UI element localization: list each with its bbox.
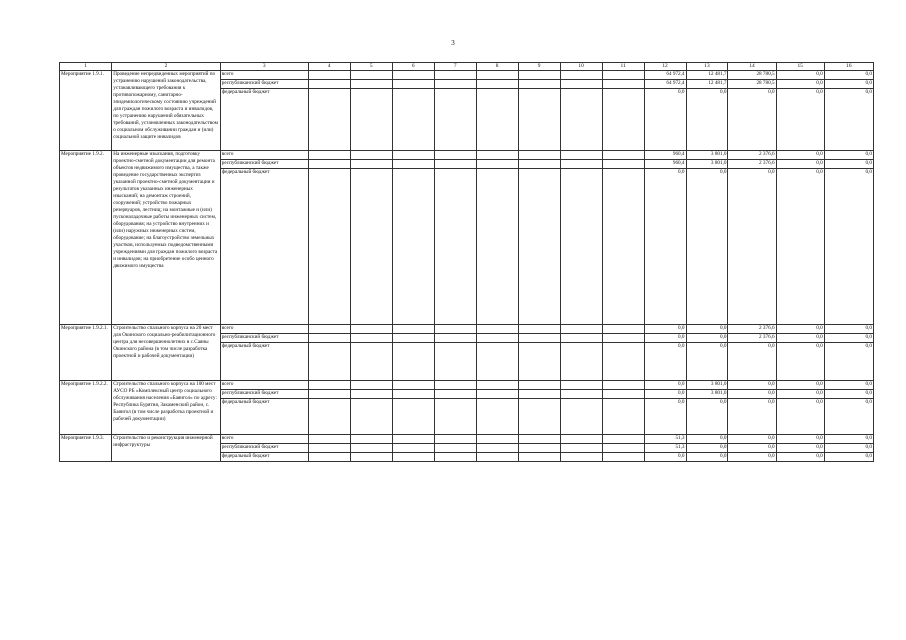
amount-cell: 0,0 xyxy=(686,435,728,444)
amount-cell: 0,0 xyxy=(644,169,686,325)
amount-cell: 0,0 xyxy=(824,151,873,160)
amount-cell: 3 801,0 xyxy=(686,390,728,399)
empty-cell xyxy=(434,71,476,80)
col-header: 15 xyxy=(776,63,824,71)
empty-cell xyxy=(392,71,434,80)
empty-cell xyxy=(350,381,392,390)
empty-cell xyxy=(602,399,644,435)
empty-cell xyxy=(392,325,434,334)
col-header: 8 xyxy=(476,63,518,71)
empty-cell xyxy=(434,381,476,390)
empty-cell xyxy=(476,381,518,390)
col-header: 1 xyxy=(60,63,112,71)
amount-cell: 0,0 xyxy=(728,399,776,435)
amount-cell: 64 972,4 xyxy=(644,71,686,80)
amount-cell: 0,0 xyxy=(824,381,873,390)
empty-cell xyxy=(350,444,392,453)
amount-cell: 12 481,7 xyxy=(686,71,728,80)
funding-source: федеральный бюджет xyxy=(220,169,308,325)
amount-cell: 3 801,0 xyxy=(686,151,728,160)
empty-cell xyxy=(518,435,560,444)
table-row xyxy=(60,71,874,80)
empty-cell xyxy=(518,151,560,160)
funding-source: федеральный бюджет xyxy=(220,89,308,151)
empty-cell xyxy=(350,71,392,80)
funding-source: федеральный бюджет xyxy=(220,453,308,462)
empty-cell xyxy=(434,390,476,399)
empty-cell xyxy=(560,325,602,334)
col-header: 16 xyxy=(824,63,873,71)
empty-cell xyxy=(350,390,392,399)
empty-cell xyxy=(476,435,518,444)
empty-cell xyxy=(476,334,518,343)
amount-cell: 0,0 xyxy=(776,160,824,169)
empty-cell xyxy=(476,444,518,453)
empty-cell xyxy=(560,160,602,169)
empty-cell xyxy=(392,435,434,444)
empty-cell xyxy=(602,381,644,390)
empty-cell xyxy=(476,89,518,151)
measure-code: Мероприятие 1.9.2.2. xyxy=(60,381,112,435)
funding-source: республиканский бюджет xyxy=(220,160,308,169)
empty-cell xyxy=(560,343,602,381)
empty-cell xyxy=(560,390,602,399)
empty-cell xyxy=(602,169,644,325)
budget-table xyxy=(59,62,874,462)
col-header: 7 xyxy=(434,63,476,71)
empty-cell xyxy=(602,89,644,151)
empty-cell xyxy=(560,399,602,435)
empty-cell xyxy=(476,325,518,334)
empty-cell xyxy=(560,444,602,453)
empty-cell xyxy=(518,343,560,381)
col-header: 11 xyxy=(602,63,644,71)
empty-cell xyxy=(518,169,560,325)
funding-source: республиканский бюджет xyxy=(220,334,308,343)
amount-cell: 960,4 xyxy=(644,160,686,169)
table-row xyxy=(60,151,874,160)
amount-cell: 3 801,0 xyxy=(686,381,728,390)
amount-cell: 0,0 xyxy=(686,334,728,343)
funding-source: всего xyxy=(220,71,308,80)
empty-cell xyxy=(434,151,476,160)
empty-cell xyxy=(518,381,560,390)
empty-cell xyxy=(518,390,560,399)
empty-cell xyxy=(476,390,518,399)
col-header: 10 xyxy=(560,63,602,71)
empty-cell xyxy=(308,453,350,462)
empty-cell xyxy=(518,325,560,334)
amount-cell: 0,0 xyxy=(824,89,873,151)
col-header: 3 xyxy=(220,63,308,71)
measure-code: Мероприятие 1.9.2. xyxy=(60,151,112,325)
funding-source: федеральный бюджет xyxy=(220,399,308,435)
empty-cell xyxy=(350,334,392,343)
empty-cell xyxy=(392,334,434,343)
empty-cell xyxy=(392,169,434,325)
empty-cell xyxy=(434,334,476,343)
amount-cell: 0,0 xyxy=(824,390,873,399)
amount-cell: 0,0 xyxy=(824,444,873,453)
amount-cell: 2 376,6 xyxy=(728,151,776,160)
empty-cell xyxy=(518,160,560,169)
empty-cell xyxy=(602,334,644,343)
amount-cell: 0,0 xyxy=(776,151,824,160)
amount-cell: 0,0 xyxy=(728,435,776,444)
amount-cell: 28 780,5 xyxy=(728,80,776,89)
empty-cell xyxy=(434,169,476,325)
empty-cell xyxy=(350,399,392,435)
empty-cell xyxy=(518,334,560,343)
amount-cell: 0,0 xyxy=(824,169,873,325)
funding-source: всего xyxy=(220,435,308,444)
amount-cell: 0,0 xyxy=(824,80,873,89)
amount-cell: 2 376,6 xyxy=(728,160,776,169)
measure-name: Строительство спального корпуса на 100 мест АУСО РБ «Комплексный центр социального обслуживания населения «Баянгол» по адресу: Республика Бурятия, Закаменский район, с. Баянгол (в том числе разработка проектной и рабочей документации) xyxy=(112,381,221,435)
empty-cell xyxy=(476,169,518,325)
amount-cell: 0,0 xyxy=(644,381,686,390)
empty-cell xyxy=(602,80,644,89)
amount-cell: 0,0 xyxy=(776,71,824,80)
empty-cell xyxy=(392,453,434,462)
empty-cell xyxy=(602,435,644,444)
empty-cell xyxy=(602,390,644,399)
funding-source: федеральный бюджет xyxy=(220,343,308,381)
empty-cell xyxy=(476,160,518,169)
amount-cell: 0,0 xyxy=(776,334,824,343)
empty-cell xyxy=(392,160,434,169)
amount-cell: 0,0 xyxy=(644,343,686,381)
amount-cell: 0,0 xyxy=(776,390,824,399)
empty-cell xyxy=(350,325,392,334)
amount-cell: 0,0 xyxy=(686,169,728,325)
amount-cell: 0,0 xyxy=(644,89,686,151)
empty-cell xyxy=(476,151,518,160)
empty-cell xyxy=(308,399,350,435)
col-header: 5 xyxy=(350,63,392,71)
empty-cell xyxy=(392,444,434,453)
empty-cell xyxy=(602,444,644,453)
amount-cell: 0,0 xyxy=(728,169,776,325)
col-header: 13 xyxy=(686,63,728,71)
amount-cell: 0,0 xyxy=(824,160,873,169)
empty-cell xyxy=(434,399,476,435)
empty-cell xyxy=(308,343,350,381)
amount-cell: 0,0 xyxy=(824,435,873,444)
col-header: 9 xyxy=(518,63,560,71)
amount-cell: 64 972,4 xyxy=(644,80,686,89)
empty-cell xyxy=(308,435,350,444)
amount-cell: 0,0 xyxy=(776,444,824,453)
empty-cell xyxy=(602,343,644,381)
empty-cell xyxy=(308,334,350,343)
amount-cell: 0,0 xyxy=(776,399,824,435)
col-header: 12 xyxy=(644,63,686,71)
empty-cell xyxy=(560,381,602,390)
empty-cell xyxy=(434,444,476,453)
amount-cell: 0,0 xyxy=(728,444,776,453)
empty-cell xyxy=(518,71,560,80)
empty-cell xyxy=(602,453,644,462)
empty-cell xyxy=(518,89,560,151)
amount-cell: 0,0 xyxy=(776,80,824,89)
amount-cell: 12 481,7 xyxy=(686,80,728,89)
measure-code: Мероприятие 1.9.3. xyxy=(60,435,112,462)
amount-cell: 0,0 xyxy=(728,390,776,399)
empty-cell xyxy=(434,453,476,462)
page-number: 3 xyxy=(451,39,455,47)
empty-cell xyxy=(518,80,560,89)
col-header: 2 xyxy=(112,63,221,71)
amount-cell: 51,3 xyxy=(644,435,686,444)
amount-cell: 0,0 xyxy=(776,453,824,462)
amount-cell: 0,0 xyxy=(824,334,873,343)
amount-cell: 0,0 xyxy=(686,453,728,462)
empty-cell xyxy=(476,71,518,80)
empty-cell xyxy=(308,71,350,80)
amount-cell: 0,0 xyxy=(776,343,824,381)
funding-source: республиканский бюджет xyxy=(220,444,308,453)
empty-cell xyxy=(392,343,434,381)
empty-cell xyxy=(308,151,350,160)
funding-source: республиканский бюджет xyxy=(220,390,308,399)
amount-cell: 0,0 xyxy=(728,89,776,151)
measure-code: Мероприятие 1.9.2.1. xyxy=(60,325,112,381)
amount-cell: 0,0 xyxy=(824,453,873,462)
amount-cell: 0,0 xyxy=(776,381,824,390)
amount-cell: 0,0 xyxy=(824,71,873,80)
empty-cell xyxy=(308,169,350,325)
empty-cell xyxy=(560,453,602,462)
empty-cell xyxy=(392,151,434,160)
empty-cell xyxy=(434,80,476,89)
empty-cell xyxy=(350,151,392,160)
measure-name: Строительство и реконструкция инженерной инфраструктуры xyxy=(112,435,221,462)
column-number-row xyxy=(60,63,874,71)
funding-source: всего xyxy=(220,381,308,390)
funding-source: всего xyxy=(220,325,308,334)
empty-cell xyxy=(308,89,350,151)
empty-cell xyxy=(308,390,350,399)
empty-cell xyxy=(308,80,350,89)
empty-cell xyxy=(350,343,392,381)
empty-cell xyxy=(434,435,476,444)
col-header: 4 xyxy=(308,63,350,71)
empty-cell xyxy=(392,399,434,435)
amount-cell: 960,4 xyxy=(644,151,686,160)
measure-name: Строительство спального корпуса на 20 мест для Окинского социально-реабилитационного центра для несовершеннолетних в с.Саяны Окинского района (в том числе разработка проектной и рабочей документации) xyxy=(112,325,221,381)
col-header: 6 xyxy=(392,63,434,71)
empty-cell xyxy=(434,160,476,169)
amount-cell: 0,0 xyxy=(776,89,824,151)
empty-cell xyxy=(350,80,392,89)
amount-cell: 0,0 xyxy=(824,399,873,435)
empty-cell xyxy=(434,343,476,381)
empty-cell xyxy=(392,381,434,390)
empty-cell xyxy=(350,169,392,325)
empty-cell xyxy=(350,435,392,444)
amount-cell: 0,0 xyxy=(644,334,686,343)
measure-name: Проведение непредвиденных мероприятий по устранению нарушений законодательства, устанавливающего требования к противопожарному, санитарно-эпидемиологическому состоянию учреждений для граждан пожилого возраста и инвалидов, по устранению нарушений обязательных требований, установленных законодательством о социальном обслуживании граждан и (или) социальной защите инвалидов xyxy=(112,71,221,151)
amount-cell: 0,0 xyxy=(686,325,728,334)
empty-cell xyxy=(476,80,518,89)
empty-cell xyxy=(392,80,434,89)
measure-name: На инженерные изыскания, подготовку проектно-сметной документации для ремонта объектов недвижимого имущества, а также проведение государственных экспертиз указанной проектно-сметной документации и результатов указанных инженерных изысканий; на демонтаж строений, сооружений; устройство пожарных резервуаров, лестниц; на монтажные и (или) пусконаладочные работы инженерных систем, оборудования; на устройство внутренних и (или) наружных инженерных систем, оборудование; на благоустройство земельных участков, используемых подведомственными учреждениями для граждан пожилого возраста и инвалидов; на приобретение особо ценного движимого имущества xyxy=(112,151,221,325)
empty-cell xyxy=(602,325,644,334)
empty-cell xyxy=(476,343,518,381)
empty-cell xyxy=(308,160,350,169)
empty-cell xyxy=(350,89,392,151)
empty-cell xyxy=(560,80,602,89)
table-row xyxy=(60,325,874,334)
amount-cell: 0,0 xyxy=(686,399,728,435)
empty-cell xyxy=(476,399,518,435)
amount-cell: 0,0 xyxy=(728,343,776,381)
amount-cell: 0,0 xyxy=(686,343,728,381)
amount-cell: 0,0 xyxy=(644,453,686,462)
empty-cell xyxy=(560,89,602,151)
empty-cell xyxy=(518,399,560,435)
empty-cell xyxy=(602,71,644,80)
empty-cell xyxy=(560,71,602,80)
empty-cell xyxy=(560,435,602,444)
amount-cell: 0,0 xyxy=(686,444,728,453)
empty-cell xyxy=(518,444,560,453)
empty-cell xyxy=(602,151,644,160)
empty-cell xyxy=(560,334,602,343)
amount-cell: 0,0 xyxy=(824,343,873,381)
amount-cell: 3 801,0 xyxy=(686,160,728,169)
amount-cell: 0,0 xyxy=(644,399,686,435)
amount-cell: 0,0 xyxy=(776,169,824,325)
amount-cell: 0,0 xyxy=(728,453,776,462)
empty-cell xyxy=(308,325,350,334)
amount-cell: 28 780,5 xyxy=(728,71,776,80)
amount-cell: 0,0 xyxy=(686,89,728,151)
empty-cell xyxy=(308,381,350,390)
amount-cell: 0,0 xyxy=(776,325,824,334)
amount-cell: 0,0 xyxy=(644,390,686,399)
amount-cell: 2 376,6 xyxy=(728,334,776,343)
amount-cell: 0,0 xyxy=(776,435,824,444)
empty-cell xyxy=(560,151,602,160)
empty-cell xyxy=(392,390,434,399)
col-header: 14 xyxy=(728,63,776,71)
funding-source: республиканский бюджет xyxy=(220,80,308,89)
empty-cell xyxy=(476,453,518,462)
funding-source: всего xyxy=(220,151,308,160)
amount-cell: 2 376,6 xyxy=(728,325,776,334)
table-row xyxy=(60,381,874,390)
amount-cell: 0,0 xyxy=(644,325,686,334)
table-row xyxy=(60,435,874,444)
empty-cell xyxy=(560,169,602,325)
empty-cell xyxy=(434,89,476,151)
amount-cell: 0,0 xyxy=(824,325,873,334)
amount-cell: 51,3 xyxy=(644,444,686,453)
empty-cell xyxy=(602,160,644,169)
empty-cell xyxy=(350,160,392,169)
amount-cell: 0,0 xyxy=(728,381,776,390)
empty-cell xyxy=(308,444,350,453)
empty-cell xyxy=(518,453,560,462)
measure-code: Мероприятие 1.9.1. xyxy=(60,71,112,151)
empty-cell xyxy=(434,325,476,334)
empty-cell xyxy=(350,453,392,462)
empty-cell xyxy=(392,89,434,151)
